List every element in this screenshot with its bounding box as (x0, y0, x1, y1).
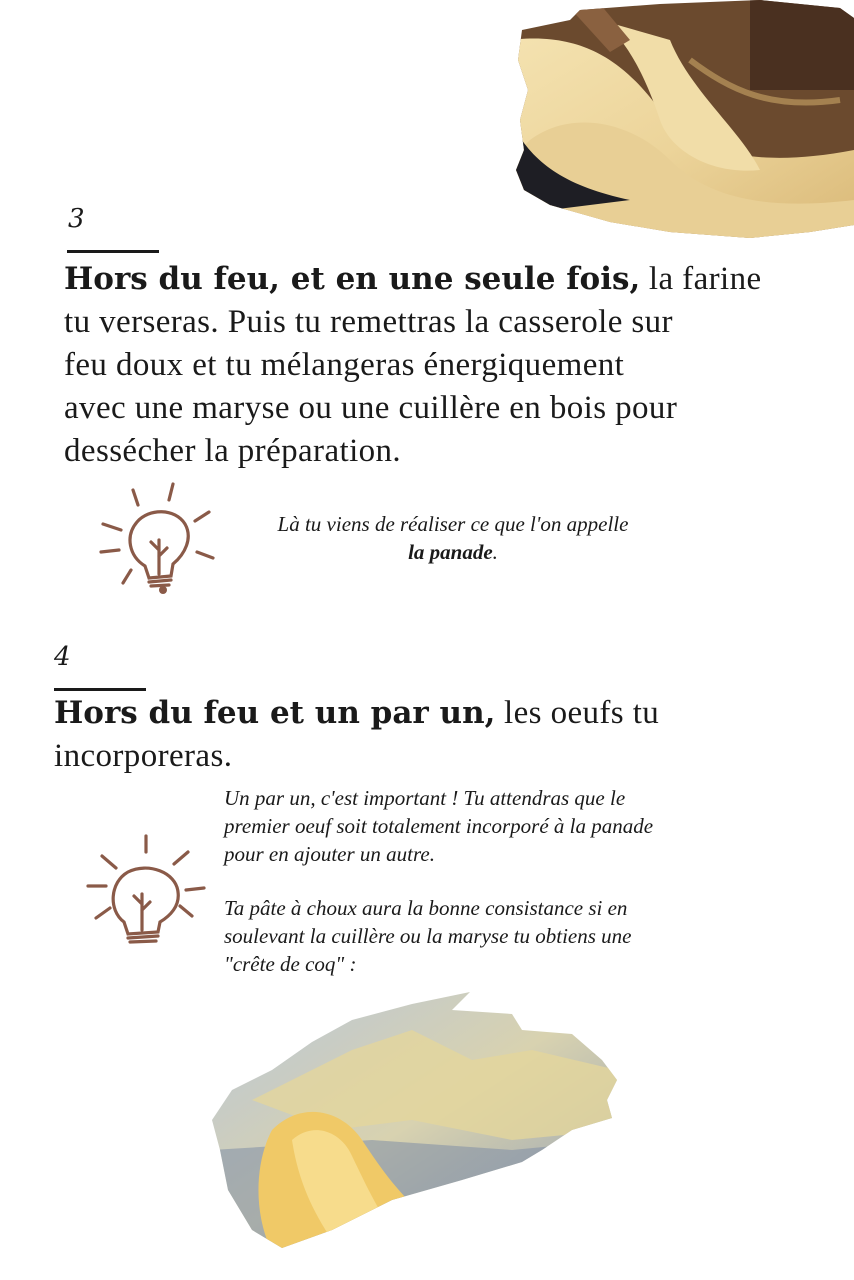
instruction-line: feu doux et tu mélangeras énergiquement (64, 347, 625, 383)
instruction-emphasis: Hors du feu et un par un, (54, 695, 496, 731)
instruction-line: Hors du feu, et en une seule fois, la farine (64, 261, 762, 297)
instruction-line: dessécher la préparation. (64, 433, 402, 469)
choux-dough-photo (510, 0, 854, 245)
crete-de-coq-photo (212, 990, 617, 1252)
lightbulb-icon (97, 478, 217, 598)
step-instruction (64, 258, 804, 473)
tip-text: Là tu viens de réaliser ce que l'on appelle la panade. (277, 512, 629, 564)
step-divider (67, 250, 159, 253)
step-instruction (54, 692, 794, 778)
tip-emphasis: la panade (408, 540, 493, 564)
instruction-emphasis: Hors du feu, et en une seule fois, (64, 261, 641, 297)
instruction-line: incorporeras. (54, 738, 233, 774)
step-divider (54, 688, 146, 691)
instruction-line: avec une maryse ou une cuillère en bois pour (64, 390, 678, 426)
tip-text: Un par un, c'est important ! Tu attendras que le premier oeuf soit totalement incorporé à la panade pour en ajouter un autre. Ta pâte à choux aura la bonne consistance si en soulevant la cuillère ou la maryse tu obtiens une "crête de coq" : (224, 786, 654, 976)
instruction-line: tu verseras. Puis tu remettras la casserole sur (64, 304, 673, 340)
step-number: 3 (68, 204, 85, 234)
lightbulb-icon (86, 830, 206, 950)
instruction-line: Hors du feu et un par un, les oeufs tu (54, 695, 660, 731)
step-number: 4 (54, 642, 71, 672)
